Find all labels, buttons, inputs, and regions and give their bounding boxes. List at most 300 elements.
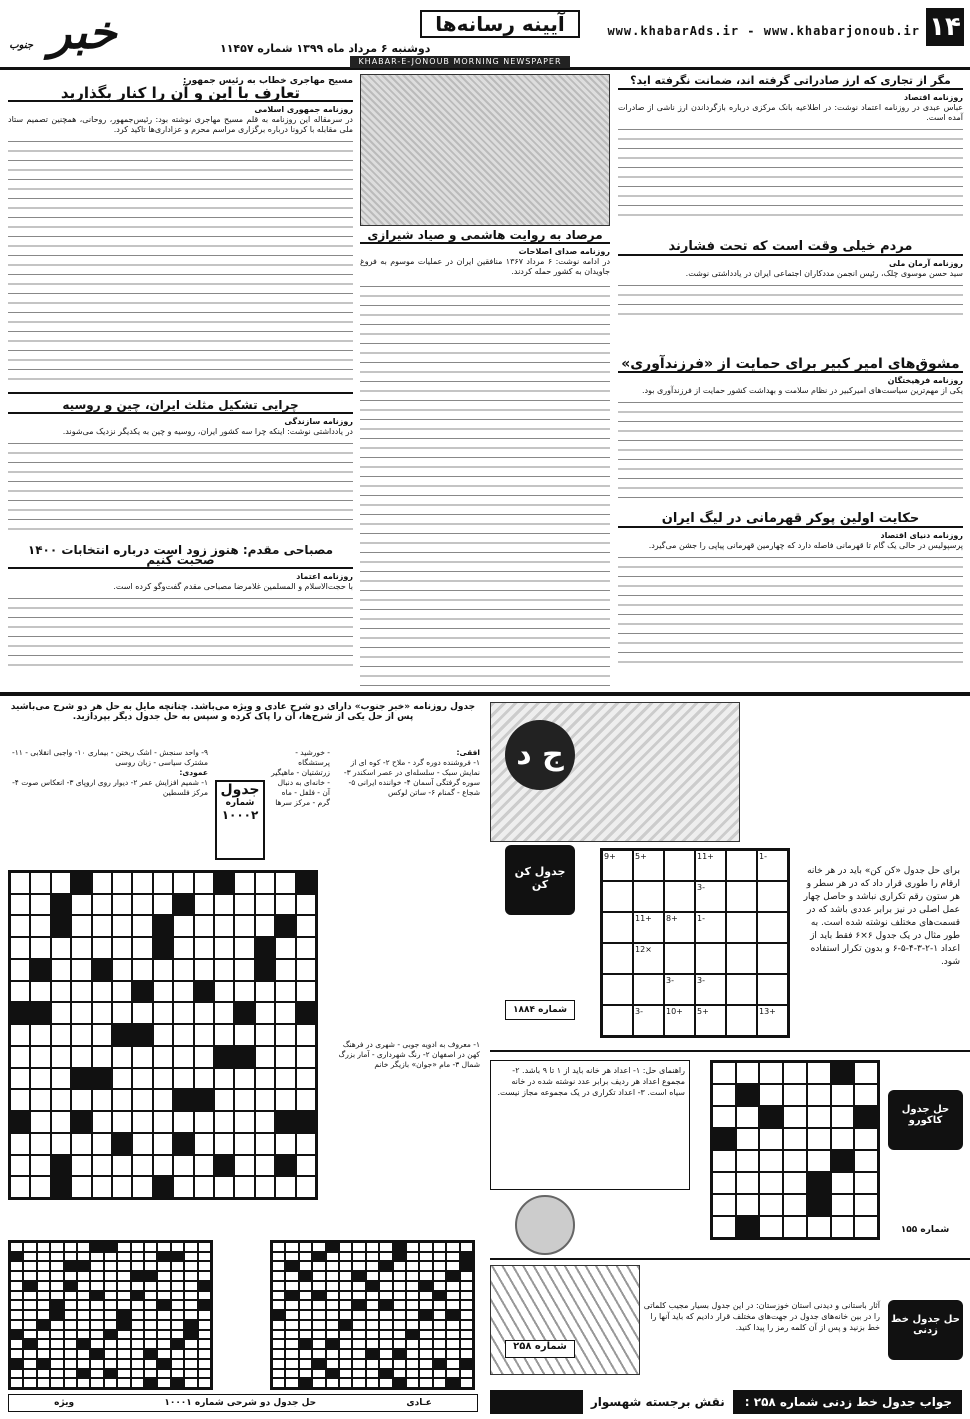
grid-cell[interactable] bbox=[419, 1339, 432, 1349]
grid-cell[interactable] bbox=[173, 981, 193, 1003]
grid-cell[interactable] bbox=[285, 1291, 298, 1301]
grid-cell[interactable] bbox=[10, 981, 30, 1003]
grid-cell[interactable] bbox=[366, 1359, 379, 1369]
grid-cell[interactable] bbox=[366, 1281, 379, 1291]
grid-cell[interactable] bbox=[90, 1271, 103, 1281]
grid-cell[interactable] bbox=[234, 1133, 254, 1155]
grid-cell[interactable] bbox=[419, 1378, 432, 1388]
grid-cell[interactable] bbox=[10, 1281, 23, 1291]
grid-cell[interactable] bbox=[77, 1339, 90, 1349]
grid-cell[interactable] bbox=[184, 1271, 197, 1281]
grid-cell[interactable] bbox=[90, 1291, 103, 1301]
grid-cell[interactable] bbox=[184, 1378, 197, 1388]
grid-cell[interactable] bbox=[153, 1002, 173, 1024]
grid-cell[interactable] bbox=[10, 915, 30, 937]
grid-cell[interactable] bbox=[433, 1349, 446, 1359]
grid-cell[interactable] bbox=[285, 1378, 298, 1388]
grid-cell[interactable] bbox=[198, 1339, 211, 1349]
grid-cell[interactable] bbox=[366, 1369, 379, 1379]
grid-cell[interactable] bbox=[173, 1176, 193, 1198]
grid-cell[interactable] bbox=[406, 1310, 419, 1320]
grid-cell[interactable] bbox=[71, 937, 91, 959]
grid-cell[interactable] bbox=[783, 1084, 807, 1106]
konkon-cell[interactable] bbox=[664, 850, 695, 881]
grid-cell[interactable] bbox=[10, 1359, 23, 1369]
grid-cell[interactable] bbox=[51, 1089, 71, 1111]
grid-cell[interactable] bbox=[296, 1133, 316, 1155]
grid-cell[interactable] bbox=[194, 937, 214, 959]
grid-cell[interactable] bbox=[77, 1320, 90, 1330]
grid-cell[interactable] bbox=[433, 1378, 446, 1388]
grid-cell[interactable] bbox=[23, 1330, 36, 1340]
grid-cell[interactable] bbox=[272, 1252, 285, 1262]
grid-cell[interactable] bbox=[419, 1310, 432, 1320]
grid-cell[interactable] bbox=[51, 937, 71, 959]
grid-cell[interactable] bbox=[90, 1359, 103, 1369]
grid-cell[interactable] bbox=[23, 1281, 36, 1291]
grid-cell[interactable] bbox=[184, 1242, 197, 1252]
grid-cell[interactable] bbox=[296, 894, 316, 916]
grid-cell[interactable] bbox=[171, 1369, 184, 1379]
grid-cell[interactable] bbox=[30, 915, 50, 937]
grid-cell[interactable] bbox=[112, 981, 132, 1003]
grid-cell[interactable] bbox=[50, 1252, 63, 1262]
grid-cell[interactable] bbox=[272, 1378, 285, 1388]
grid-cell[interactable] bbox=[854, 1172, 878, 1194]
grid-cell[interactable] bbox=[234, 1176, 254, 1198]
grid-cell[interactable] bbox=[92, 915, 112, 937]
grid-cell[interactable] bbox=[64, 1349, 77, 1359]
grid-cell[interactable] bbox=[285, 1281, 298, 1291]
grid-cell[interactable] bbox=[64, 1261, 77, 1271]
grid-cell[interactable] bbox=[255, 937, 275, 959]
konkon-cell[interactable] bbox=[757, 912, 788, 943]
grid-cell[interactable] bbox=[77, 1252, 90, 1262]
grid-cell[interactable] bbox=[104, 1242, 117, 1252]
konkon-cell[interactable] bbox=[726, 1005, 757, 1036]
grid-cell[interactable] bbox=[275, 1089, 295, 1111]
grid-cell[interactable] bbox=[198, 1320, 211, 1330]
grid-cell[interactable] bbox=[433, 1359, 446, 1369]
konkon-cell[interactable]: 13+ bbox=[757, 1005, 788, 1036]
grid-cell[interactable] bbox=[285, 1330, 298, 1340]
grid-cell[interactable] bbox=[831, 1106, 855, 1128]
grid-cell[interactable] bbox=[831, 1150, 855, 1172]
grid-cell[interactable] bbox=[275, 894, 295, 916]
grid-cell[interactable] bbox=[296, 1046, 316, 1068]
grid-cell[interactable] bbox=[153, 872, 173, 894]
grid-cell[interactable] bbox=[117, 1271, 130, 1281]
grid-cell[interactable] bbox=[194, 1176, 214, 1198]
grid-cell[interactable] bbox=[198, 1310, 211, 1320]
grid-cell[interactable] bbox=[807, 1128, 831, 1150]
grid-cell[interactable] bbox=[51, 1111, 71, 1133]
hexgrid-puzzle[interactable] bbox=[490, 1265, 640, 1375]
grid-cell[interactable] bbox=[23, 1339, 36, 1349]
grid-cell[interactable] bbox=[326, 1252, 339, 1262]
grid-cell[interactable] bbox=[379, 1349, 392, 1359]
grid-cell[interactable] bbox=[234, 1046, 254, 1068]
grid-cell[interactable] bbox=[214, 1176, 234, 1198]
grid-cell[interactable] bbox=[446, 1310, 459, 1320]
grid-cell[interactable] bbox=[90, 1349, 103, 1359]
grid-cell[interactable] bbox=[446, 1281, 459, 1291]
grid-cell[interactable] bbox=[379, 1339, 392, 1349]
grid-cell[interactable] bbox=[92, 1111, 112, 1133]
grid-cell[interactable] bbox=[272, 1369, 285, 1379]
grid-cell[interactable] bbox=[64, 1359, 77, 1369]
grid-cell[interactable] bbox=[10, 1111, 30, 1133]
grid-cell[interactable] bbox=[326, 1281, 339, 1291]
grid-cell[interactable] bbox=[144, 1378, 157, 1388]
grid-cell[interactable] bbox=[807, 1216, 831, 1238]
grid-cell[interactable] bbox=[37, 1271, 50, 1281]
grid-cell[interactable] bbox=[296, 1068, 316, 1090]
grid-cell[interactable] bbox=[255, 872, 275, 894]
konkon-cell[interactable] bbox=[633, 974, 664, 1005]
grid-cell[interactable] bbox=[433, 1252, 446, 1262]
grid-cell[interactable] bbox=[460, 1310, 473, 1320]
grid-cell[interactable] bbox=[352, 1320, 365, 1330]
grid-cell[interactable] bbox=[117, 1349, 130, 1359]
grid-cell[interactable] bbox=[131, 1291, 144, 1301]
grid-cell[interactable] bbox=[234, 915, 254, 937]
grid-cell[interactable] bbox=[50, 1271, 63, 1281]
grid-cell[interactable] bbox=[77, 1349, 90, 1359]
grid-cell[interactable] bbox=[419, 1330, 432, 1340]
grid-cell[interactable] bbox=[50, 1359, 63, 1369]
grid-cell[interactable] bbox=[157, 1281, 170, 1291]
grid-cell[interactable] bbox=[132, 1002, 152, 1024]
konkon-cell[interactable] bbox=[726, 912, 757, 943]
grid-cell[interactable] bbox=[30, 1068, 50, 1090]
grid-cell[interactable] bbox=[198, 1261, 211, 1271]
grid-cell[interactable] bbox=[366, 1349, 379, 1359]
grid-cell[interactable] bbox=[299, 1310, 312, 1320]
grid-cell[interactable] bbox=[255, 1002, 275, 1024]
grid-cell[interactable] bbox=[352, 1369, 365, 1379]
grid-cell[interactable] bbox=[10, 1291, 23, 1301]
grid-cell[interactable] bbox=[37, 1300, 50, 1310]
grid-cell[interactable] bbox=[352, 1349, 365, 1359]
grid-cell[interactable] bbox=[92, 872, 112, 894]
grid-cell[interactable] bbox=[393, 1242, 406, 1252]
grid-cell[interactable] bbox=[144, 1252, 157, 1262]
grid-cell[interactable] bbox=[285, 1369, 298, 1379]
grid-cell[interactable] bbox=[299, 1261, 312, 1271]
grid-cell[interactable] bbox=[37, 1349, 50, 1359]
grid-cell[interactable] bbox=[352, 1310, 365, 1320]
grid-cell[interactable] bbox=[433, 1330, 446, 1340]
grid-cell[interactable] bbox=[171, 1261, 184, 1271]
grid-cell[interactable] bbox=[131, 1349, 144, 1359]
grid-cell[interactable] bbox=[460, 1349, 473, 1359]
grid-cell[interactable] bbox=[272, 1330, 285, 1340]
grid-cell[interactable] bbox=[37, 1281, 50, 1291]
grid-cell[interactable] bbox=[10, 1068, 30, 1090]
grid-cell[interactable] bbox=[144, 1359, 157, 1369]
grid-cell[interactable] bbox=[759, 1172, 783, 1194]
grid-cell[interactable] bbox=[131, 1330, 144, 1340]
grid-cell[interactable] bbox=[50, 1369, 63, 1379]
grid-cell[interactable] bbox=[77, 1291, 90, 1301]
grid-cell[interactable] bbox=[339, 1261, 352, 1271]
grid-cell[interactable] bbox=[173, 937, 193, 959]
grid-cell[interactable] bbox=[312, 1369, 325, 1379]
grid-cell[interactable] bbox=[77, 1378, 90, 1388]
grid-cell[interactable] bbox=[51, 872, 71, 894]
grid-cell[interactable] bbox=[275, 1024, 295, 1046]
grid-cell[interactable] bbox=[831, 1194, 855, 1216]
grid-cell[interactable] bbox=[460, 1359, 473, 1369]
grid-cell[interactable] bbox=[366, 1378, 379, 1388]
grid-cell[interactable] bbox=[64, 1369, 77, 1379]
grid-cell[interactable] bbox=[132, 894, 152, 916]
grid-cell[interactable] bbox=[184, 1310, 197, 1320]
grid-cell[interactable] bbox=[112, 1024, 132, 1046]
grid-cell[interactable] bbox=[90, 1330, 103, 1340]
grid-cell[interactable] bbox=[10, 1133, 30, 1155]
grid-cell[interactable] bbox=[352, 1359, 365, 1369]
grid-cell[interactable] bbox=[104, 1252, 117, 1262]
grid-cell[interactable] bbox=[234, 981, 254, 1003]
grid-cell[interactable] bbox=[446, 1300, 459, 1310]
grid-cell[interactable] bbox=[807, 1172, 831, 1194]
grid-cell[interactable] bbox=[64, 1291, 77, 1301]
grid-cell[interactable] bbox=[92, 981, 112, 1003]
grid-cell[interactable] bbox=[77, 1281, 90, 1291]
grid-cell[interactable] bbox=[419, 1349, 432, 1359]
grid-cell[interactable] bbox=[51, 1046, 71, 1068]
grid-cell[interactable] bbox=[339, 1291, 352, 1301]
kakuro-grid[interactable] bbox=[710, 1060, 880, 1240]
grid-cell[interactable] bbox=[339, 1330, 352, 1340]
grid-cell[interactable] bbox=[153, 959, 173, 981]
grid-cell[interactable] bbox=[393, 1359, 406, 1369]
grid-cell[interactable] bbox=[339, 1271, 352, 1281]
grid-cell[interactable] bbox=[157, 1349, 170, 1359]
grid-cell[interactable] bbox=[112, 1068, 132, 1090]
grid-cell[interactable] bbox=[296, 959, 316, 981]
grid-cell[interactable] bbox=[312, 1310, 325, 1320]
grid-cell[interactable] bbox=[296, 872, 316, 894]
grid-cell[interactable] bbox=[171, 1310, 184, 1320]
grid-cell[interactable] bbox=[433, 1320, 446, 1330]
grid-cell[interactable] bbox=[171, 1281, 184, 1291]
grid-cell[interactable] bbox=[255, 981, 275, 1003]
grid-cell[interactable] bbox=[433, 1310, 446, 1320]
konkon-cell[interactable] bbox=[602, 881, 633, 912]
grid-cell[interactable] bbox=[406, 1339, 419, 1349]
grid-cell[interactable] bbox=[71, 1176, 91, 1198]
grid-cell[interactable] bbox=[366, 1330, 379, 1340]
grid-cell[interactable] bbox=[406, 1369, 419, 1379]
grid-cell[interactable] bbox=[194, 1002, 214, 1024]
konkon-cell[interactable] bbox=[633, 881, 664, 912]
grid-cell[interactable] bbox=[234, 1089, 254, 1111]
grid-cell[interactable] bbox=[104, 1349, 117, 1359]
grid-cell[interactable] bbox=[807, 1084, 831, 1106]
grid-cell[interactable] bbox=[77, 1300, 90, 1310]
grid-cell[interactable] bbox=[37, 1291, 50, 1301]
grid-cell[interactable] bbox=[339, 1281, 352, 1291]
grid-cell[interactable] bbox=[157, 1252, 170, 1262]
grid-cell[interactable] bbox=[712, 1216, 736, 1238]
grid-cell[interactable] bbox=[132, 937, 152, 959]
grid-cell[interactable] bbox=[272, 1300, 285, 1310]
grid-cell[interactable] bbox=[393, 1252, 406, 1262]
grid-cell[interactable] bbox=[419, 1300, 432, 1310]
grid-cell[interactable] bbox=[10, 872, 30, 894]
grid-cell[interactable] bbox=[736, 1084, 760, 1106]
grid-cell[interactable] bbox=[326, 1310, 339, 1320]
grid-cell[interactable] bbox=[296, 1089, 316, 1111]
grid-cell[interactable] bbox=[184, 1252, 197, 1262]
grid-cell[interactable] bbox=[71, 1068, 91, 1090]
konkon-cell[interactable]: 1- bbox=[757, 850, 788, 881]
grid-cell[interactable] bbox=[393, 1369, 406, 1379]
konkon-cell[interactable] bbox=[602, 943, 633, 974]
grid-cell[interactable] bbox=[255, 1046, 275, 1068]
grid-cell[interactable] bbox=[132, 981, 152, 1003]
grid-cell[interactable] bbox=[406, 1252, 419, 1262]
grid-cell[interactable] bbox=[255, 1176, 275, 1198]
grid-cell[interactable] bbox=[132, 1111, 152, 1133]
grid-cell[interactable] bbox=[214, 1089, 234, 1111]
grid-cell[interactable] bbox=[173, 1089, 193, 1111]
grid-cell[interactable] bbox=[64, 1271, 77, 1281]
grid-cell[interactable] bbox=[104, 1291, 117, 1301]
grid-cell[interactable] bbox=[171, 1349, 184, 1359]
grid-cell[interactable] bbox=[433, 1271, 446, 1281]
grid-cell[interactable] bbox=[393, 1291, 406, 1301]
grid-cell[interactable] bbox=[153, 1089, 173, 1111]
grid-cell[interactable] bbox=[460, 1339, 473, 1349]
grid-cell[interactable] bbox=[255, 1111, 275, 1133]
grid-cell[interactable] bbox=[759, 1216, 783, 1238]
grid-cell[interactable] bbox=[131, 1369, 144, 1379]
grid-cell[interactable] bbox=[299, 1320, 312, 1330]
grid-cell[interactable] bbox=[712, 1150, 736, 1172]
grid-cell[interactable] bbox=[171, 1330, 184, 1340]
grid-cell[interactable] bbox=[285, 1252, 298, 1262]
grid-cell[interactable] bbox=[285, 1339, 298, 1349]
grid-cell[interactable] bbox=[77, 1242, 90, 1252]
grid-cell[interactable] bbox=[272, 1271, 285, 1281]
grid-cell[interactable] bbox=[23, 1271, 36, 1281]
grid-cell[interactable] bbox=[90, 1310, 103, 1320]
grid-cell[interactable] bbox=[312, 1339, 325, 1349]
grid-cell[interactable] bbox=[92, 1089, 112, 1111]
konkon-cell[interactable] bbox=[664, 881, 695, 912]
grid-cell[interactable] bbox=[419, 1320, 432, 1330]
grid-cell[interactable] bbox=[50, 1242, 63, 1252]
grid-cell[interactable] bbox=[92, 1024, 112, 1046]
grid-cell[interactable] bbox=[104, 1300, 117, 1310]
grid-cell[interactable] bbox=[71, 1133, 91, 1155]
grid-cell[interactable] bbox=[153, 937, 173, 959]
grid-cell[interactable] bbox=[112, 1089, 132, 1111]
grid-cell[interactable] bbox=[312, 1281, 325, 1291]
grid-cell[interactable] bbox=[23, 1310, 36, 1320]
grid-cell[interactable] bbox=[299, 1359, 312, 1369]
grid-cell[interactable] bbox=[131, 1261, 144, 1271]
grid-cell[interactable] bbox=[173, 959, 193, 981]
grid-cell[interactable] bbox=[51, 894, 71, 916]
grid-cell[interactable] bbox=[272, 1281, 285, 1291]
grid-cell[interactable] bbox=[171, 1300, 184, 1310]
grid-cell[interactable] bbox=[50, 1378, 63, 1388]
grid-cell[interactable] bbox=[393, 1300, 406, 1310]
grid-cell[interactable] bbox=[446, 1369, 459, 1379]
grid-cell[interactable] bbox=[406, 1291, 419, 1301]
grid-cell[interactable] bbox=[92, 1155, 112, 1177]
grid-cell[interactable] bbox=[275, 1046, 295, 1068]
grid-cell[interactable] bbox=[112, 872, 132, 894]
grid-cell[interactable] bbox=[393, 1271, 406, 1281]
grid-cell[interactable] bbox=[379, 1330, 392, 1340]
grid-cell[interactable] bbox=[299, 1349, 312, 1359]
grid-cell[interactable] bbox=[312, 1378, 325, 1388]
grid-cell[interactable] bbox=[460, 1261, 473, 1271]
grid-cell[interactable] bbox=[446, 1291, 459, 1301]
grid-cell[interactable] bbox=[433, 1291, 446, 1301]
grid-cell[interactable] bbox=[234, 1068, 254, 1090]
grid-cell[interactable] bbox=[51, 1155, 71, 1177]
grid-cell[interactable] bbox=[339, 1349, 352, 1359]
grid-cell[interactable] bbox=[10, 1349, 23, 1359]
grid-cell[interactable] bbox=[10, 1320, 23, 1330]
grid-cell[interactable] bbox=[312, 1271, 325, 1281]
grid-cell[interactable] bbox=[299, 1378, 312, 1388]
grid-cell[interactable] bbox=[339, 1378, 352, 1388]
grid-cell[interactable] bbox=[37, 1369, 50, 1379]
grid-cell[interactable] bbox=[30, 872, 50, 894]
grid-cell[interactable] bbox=[393, 1310, 406, 1320]
grid-cell[interactable] bbox=[433, 1261, 446, 1271]
grid-cell[interactable] bbox=[272, 1320, 285, 1330]
grid-cell[interactable] bbox=[71, 981, 91, 1003]
grid-cell[interactable] bbox=[854, 1106, 878, 1128]
grid-cell[interactable] bbox=[171, 1320, 184, 1330]
grid-cell[interactable] bbox=[51, 1176, 71, 1198]
grid-cell[interactable] bbox=[30, 959, 50, 981]
crossword-grid-main[interactable] bbox=[8, 870, 318, 1200]
grid-cell[interactable] bbox=[104, 1281, 117, 1291]
grid-cell[interactable] bbox=[379, 1291, 392, 1301]
grid-cell[interactable] bbox=[112, 1002, 132, 1024]
grid-cell[interactable] bbox=[104, 1369, 117, 1379]
grid-cell[interactable] bbox=[285, 1261, 298, 1271]
grid-cell[interactable] bbox=[50, 1339, 63, 1349]
grid-cell[interactable] bbox=[153, 1068, 173, 1090]
grid-cell[interactable] bbox=[460, 1369, 473, 1379]
grid-cell[interactable] bbox=[112, 915, 132, 937]
grid-cell[interactable] bbox=[23, 1320, 36, 1330]
grid-cell[interactable] bbox=[275, 1068, 295, 1090]
grid-cell[interactable] bbox=[234, 1002, 254, 1024]
grid-cell[interactable] bbox=[234, 1155, 254, 1177]
grid-cell[interactable] bbox=[214, 1002, 234, 1024]
grid-cell[interactable] bbox=[326, 1242, 339, 1252]
grid-cell[interactable] bbox=[433, 1281, 446, 1291]
grid-cell[interactable] bbox=[419, 1291, 432, 1301]
konkon-cell[interactable]: 3- bbox=[695, 974, 726, 1005]
grid-cell[interactable] bbox=[366, 1300, 379, 1310]
grid-cell[interactable] bbox=[759, 1194, 783, 1216]
grid-cell[interactable] bbox=[194, 1068, 214, 1090]
grid-cell[interactable] bbox=[77, 1359, 90, 1369]
